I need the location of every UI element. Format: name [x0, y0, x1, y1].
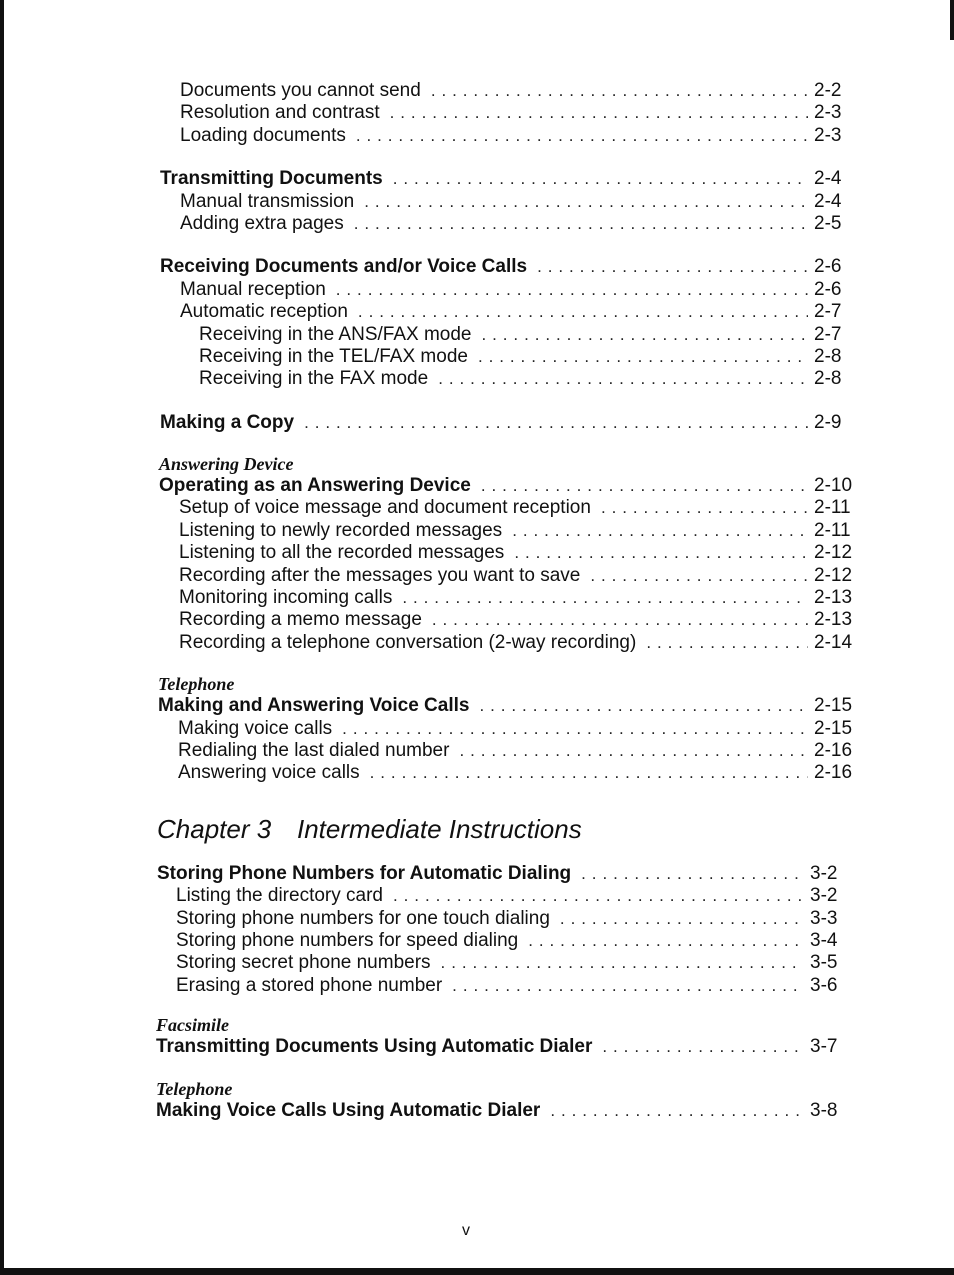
scan-edge-bottom — [0, 1268, 954, 1275]
toc-subentry-label: Receiving in the FAX mode — [199, 368, 429, 390]
dot-leader — [601, 497, 808, 519]
toc-subentry[interactable] — [199, 368, 854, 390]
toc-heading-page: 2-10 — [814, 475, 853, 497]
toc-section-storing — [157, 863, 850, 997]
dot-leader — [560, 908, 804, 930]
toc-heading-label: Making a Copy — [160, 411, 295, 433]
toc-entry-label: Storing secret phone numbers — [176, 952, 431, 974]
toc-heading[interactable] — [157, 863, 850, 885]
toc-section-facsimile — [156, 1015, 850, 1058]
dot-leader — [581, 863, 804, 885]
toc-entry[interactable] — [179, 497, 854, 519]
toc-heading-label: Making and Answering Voice Calls — [158, 695, 470, 717]
toc-entry[interactable] — [176, 930, 850, 952]
dot-leader — [512, 520, 808, 542]
toc-section-transmitting — [160, 168, 854, 235]
toc-section-telephone — [158, 674, 854, 785]
toc-entry[interactable] — [178, 718, 854, 740]
toc-entry-label: Storing phone numbers for one touch dialing — [176, 907, 550, 929]
toc-entry[interactable] — [176, 975, 850, 997]
toc-entry-page: 2-6 — [814, 278, 842, 300]
toc-entry-page: 2-2 — [814, 80, 842, 101]
dot-leader — [602, 1036, 804, 1058]
toc-entry-page: 2-3 — [814, 102, 842, 124]
toc-category: Telephone — [156, 1078, 233, 1099]
dot-leader — [402, 587, 808, 609]
toc-heading[interactable] — [160, 256, 854, 278]
dot-leader — [342, 718, 808, 740]
dot-leader — [393, 168, 808, 190]
chapter-name: Intermediate Instructions — [297, 813, 582, 844]
toc-entry-page: 2-13 — [814, 609, 853, 631]
toc-entry-page: 2-13 — [814, 587, 853, 609]
dot-leader — [370, 762, 808, 784]
dot-leader — [479, 695, 808, 717]
dot-leader — [438, 368, 808, 390]
toc-entry[interactable] — [179, 632, 854, 654]
toc-entry-label: Redialing the last dialed number — [178, 739, 450, 761]
toc-entry-page: 3-4 — [810, 929, 838, 951]
toc-entry-page: 2-12 — [814, 542, 853, 564]
toc-heading[interactable] — [156, 1100, 850, 1122]
toc-entry-label: Loading documents — [180, 124, 346, 146]
dot-leader — [358, 301, 808, 323]
toc-entry-label: Recording a telephone conversation (2-way recording) — [179, 631, 637, 653]
chapter-number: Chapter 3 — [157, 813, 272, 844]
toc-heading-label: Transmitting Documents — [160, 168, 383, 190]
toc-entry-label: Making voice calls — [178, 717, 333, 739]
toc-entry-page: 3-6 — [810, 974, 838, 996]
dot-leader — [528, 930, 804, 952]
toc-heading[interactable] — [159, 475, 854, 497]
toc-heading[interactable] — [158, 695, 854, 717]
toc-entry-page: 2-14 — [814, 631, 853, 653]
toc-heading[interactable] — [160, 412, 854, 434]
toc-subentry-label: Receiving in the ANS/FAX mode — [199, 323, 472, 345]
toc-heading-label: Operating as an Answering Device — [159, 475, 471, 497]
dot-leader — [537, 256, 808, 278]
toc-heading-page: 3-7 — [810, 1036, 838, 1058]
dot-leader — [478, 346, 808, 368]
dot-leader — [481, 475, 808, 497]
toc-heading-page: 3-8 — [810, 1099, 838, 1121]
toc-entry[interactable] — [179, 609, 854, 631]
dot-leader — [481, 324, 808, 346]
toc-entry-page: 2-11 — [814, 497, 851, 519]
toc-entry-label: Documents you cannot send — [180, 80, 421, 101]
toc-entry[interactable] — [179, 565, 854, 587]
toc-entry[interactable] — [179, 542, 854, 564]
toc-section-copy — [160, 412, 854, 434]
toc-heading-page: 2-9 — [814, 411, 842, 433]
toc-subentry-page: 2-8 — [814, 368, 842, 390]
toc-entry-label: Erasing a stored phone number — [176, 974, 443, 996]
toc-entry-label: Setup of voice message and document reception — [179, 497, 591, 519]
toc-heading-label: Transmitting Documents Using Automatic Dialer — [156, 1036, 593, 1058]
toc-entry[interactable] — [176, 908, 850, 930]
toc-entry-page: 2-16 — [814, 739, 853, 761]
toc-entry[interactable] — [180, 102, 854, 124]
toc-entry[interactable] — [180, 301, 854, 323]
toc-heading-page: 2-4 — [814, 168, 842, 190]
toc-category: Telephone — [158, 674, 235, 695]
toc-subentry-page: 2-8 — [814, 345, 842, 367]
toc-entry-page: 2-15 — [814, 717, 853, 739]
toc-section-answering — [159, 454, 854, 654]
toc-section-intro — [180, 80, 854, 147]
dot-leader — [459, 740, 808, 762]
dot-leader — [590, 565, 808, 587]
toc-subentry[interactable] — [199, 324, 854, 346]
dot-leader — [390, 102, 808, 124]
dot-leader — [646, 632, 808, 654]
toc-entry-label: Listening to all the recorded messages — [179, 542, 505, 564]
page-folio: v — [462, 1222, 470, 1239]
toc-section-telephone-ch3 — [156, 1079, 850, 1122]
toc-entry-label: Monitoring incoming calls — [179, 587, 393, 609]
toc-entry-label: Manual transmission — [180, 190, 355, 212]
dot-leader — [452, 975, 804, 997]
toc-heading-label: Storing Phone Numbers for Automatic Dialing — [157, 862, 572, 884]
toc-heading-page: 2-15 — [814, 695, 853, 717]
toc-entry-page: 3-2 — [810, 885, 838, 907]
toc-entry-page: 2-5 — [814, 212, 842, 234]
toc-entry-page: 2-3 — [814, 124, 842, 146]
toc-entry-page: 3-5 — [810, 952, 838, 974]
toc-section-receiving — [160, 256, 854, 390]
toc-entry[interactable] — [178, 762, 854, 784]
toc-entry-label: Listing the directory card — [176, 885, 383, 907]
toc-entry-page: 2-12 — [814, 564, 853, 586]
toc-entry[interactable] — [179, 587, 854, 609]
toc-entry-label: Recording a memo message — [179, 609, 422, 631]
toc-entry-page: 2-11 — [814, 519, 851, 541]
toc-entry-label: Listening to newly recorded messages — [179, 519, 503, 541]
chapter-heading — [157, 809, 854, 849]
toc-entry-page: 2-7 — [814, 301, 842, 323]
toc-entry-page: 2-4 — [814, 190, 842, 212]
toc-entry[interactable] — [180, 125, 854, 147]
chapter-title — [157, 809, 854, 849]
toc-subentry-page: 2-7 — [814, 323, 842, 345]
dot-leader — [356, 125, 808, 147]
toc-content — [0, 80, 954, 1122]
toc-entry-label: Recording after the messages you want to save — [179, 564, 581, 586]
toc-entry[interactable] — [180, 213, 854, 235]
toc-heading-label: Making Voice Calls Using Automatic Dialer — [156, 1099, 541, 1121]
toc-entry[interactable] — [180, 80, 854, 102]
dot-leader — [336, 279, 808, 301]
dot-leader — [364, 191, 808, 213]
scan-edge-right — [950, 0, 954, 40]
toc-subentry[interactable] — [199, 346, 854, 368]
dot-leader — [550, 1100, 804, 1122]
dot-leader — [304, 412, 808, 434]
toc-entry[interactable] — [176, 952, 850, 974]
toc-entry-label: Storing phone numbers for speed dialing — [176, 929, 519, 951]
toc-entry-page: 2-16 — [814, 762, 853, 784]
toc-category: Answering Device — [159, 454, 294, 475]
dot-leader — [431, 80, 808, 102]
toc-entry[interactable] — [180, 191, 854, 213]
dot-leader — [354, 213, 808, 235]
toc-entry-label: Answering voice calls — [178, 762, 360, 784]
toc-entry-label: Manual reception — [180, 278, 326, 300]
dot-leader — [432, 609, 808, 631]
toc-entry-label: Adding extra pages — [180, 212, 344, 234]
toc-heading-page: 2-6 — [814, 256, 842, 278]
toc-category: Facsimile — [156, 1015, 229, 1036]
dot-leader — [514, 542, 808, 564]
dot-leader — [393, 885, 804, 907]
toc-entry-label: Resolution and contrast — [180, 102, 380, 124]
dot-leader — [441, 952, 804, 974]
toc-subentry-label: Receiving in the TEL/FAX mode — [199, 345, 468, 367]
toc-entry-page: 3-3 — [810, 907, 838, 929]
toc-heading-page: 3-2 — [810, 862, 838, 884]
toc-entry[interactable] — [180, 279, 854, 301]
toc-entry[interactable] — [176, 885, 850, 907]
toc-heading[interactable] — [160, 168, 854, 190]
toc-heading-label: Receiving Documents and/or Voice Calls — [160, 256, 528, 278]
toc-entry-label: Automatic reception — [180, 301, 348, 323]
toc-heading[interactable] — [156, 1036, 850, 1058]
toc-entry[interactable] — [178, 740, 854, 762]
toc-entry[interactable] — [179, 520, 854, 542]
